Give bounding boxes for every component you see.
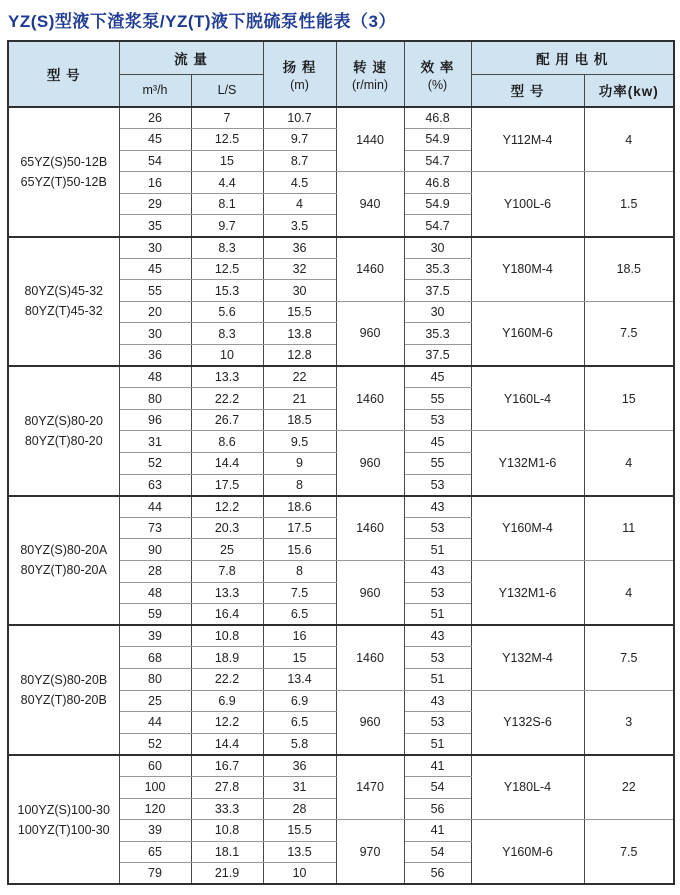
motor-power-cell: 7.5 <box>584 301 674 366</box>
efficiency-cell: 46.8 <box>404 172 471 194</box>
pump-model-name: 80YZ(T)80-20 <box>24 433 103 448</box>
efficiency-cell: 51 <box>404 668 471 690</box>
flow-m3h-cell: 79 <box>119 863 191 885</box>
flow-ls-cell: 10 <box>191 345 263 367</box>
flow-m3h-cell: 36 <box>119 345 191 367</box>
flow-m3h-cell: 31 <box>119 431 191 453</box>
flow-ls-cell: 12.5 <box>191 258 263 280</box>
flow-m3h-cell: 45 <box>119 129 191 151</box>
flow-m3h-cell: 30 <box>119 323 191 345</box>
header-efficiency <box>404 41 471 107</box>
head-cell: 18.6 <box>263 496 336 518</box>
efficiency-cell: 53 <box>404 409 471 431</box>
flow-m3h-cell: 48 <box>119 582 191 604</box>
flow-m3h-cell: 26 <box>119 107 191 129</box>
efficiency-cell: 53 <box>404 474 471 496</box>
head-cell: 13.5 <box>263 841 336 863</box>
motor-model-cell: Y160M-6 <box>471 820 584 885</box>
speed-cell: 970 <box>336 820 404 885</box>
motor-power-cell: 1.5 <box>584 172 674 237</box>
head-cell: 4.5 <box>263 172 336 194</box>
head-cell: 30 <box>263 280 336 302</box>
speed-cell: 960 <box>336 690 404 755</box>
table-row <box>8 496 674 518</box>
efficiency-cell: 37.5 <box>404 280 471 302</box>
flow-ls-cell: 8.3 <box>191 323 263 345</box>
motor-power-cell: 22 <box>584 755 674 820</box>
flow-ls-cell: 12.5 <box>191 129 263 151</box>
flow-ls-cell: 7.8 <box>191 560 263 582</box>
head-cell: 12.8 <box>263 345 336 367</box>
efficiency-cell: 41 <box>404 755 471 777</box>
flow-ls-cell: 17.5 <box>191 474 263 496</box>
head-cell: 9.7 <box>263 129 336 151</box>
pump-model-cell <box>8 237 119 367</box>
flow-ls-cell: 14.4 <box>191 453 263 475</box>
header-head-label: 扬 程 <box>282 60 317 75</box>
head-cell: 4 <box>263 193 336 215</box>
flow-ls-cell: 6.9 <box>191 690 263 712</box>
table-row <box>8 366 674 388</box>
flow-m3h-cell: 20 <box>119 301 191 323</box>
flow-m3h-cell: 39 <box>119 820 191 842</box>
flow-ls-cell: 21.9 <box>191 863 263 885</box>
flow-ls-cell: 26.7 <box>191 409 263 431</box>
flow-ls-cell: 4.4 <box>191 172 263 194</box>
pump-model-name: 80YZ(S)80-20 <box>24 413 103 428</box>
flow-ls-cell: 10.8 <box>191 820 263 842</box>
efficiency-cell: 51 <box>404 539 471 561</box>
motor-model-cell: Y132M-4 <box>471 625 584 690</box>
head-cell: 21 <box>263 388 336 410</box>
pump-model-name: 80YZ(S)45-32 <box>24 284 103 299</box>
flow-m3h-cell: 55 <box>119 280 191 302</box>
table-row <box>8 107 674 129</box>
head-cell: 5.8 <box>263 733 336 755</box>
table-row <box>8 237 674 259</box>
flow-ls-cell: 10.8 <box>191 625 263 647</box>
flow-ls-cell: 8.1 <box>191 193 263 215</box>
head-cell: 9.5 <box>263 431 336 453</box>
motor-model-cell: Y160M-6 <box>471 301 584 366</box>
flow-ls-cell: 22.2 <box>191 668 263 690</box>
head-cell: 18.5 <box>263 409 336 431</box>
pump-model-name: 65YZ(T)50-12B <box>20 174 107 189</box>
efficiency-cell: 56 <box>404 798 471 820</box>
flow-m3h-cell: 60 <box>119 755 191 777</box>
speed-cell: 940 <box>336 172 404 237</box>
flow-ls-cell: 18.1 <box>191 841 263 863</box>
head-cell: 9 <box>263 453 336 475</box>
speed-cell: 1460 <box>336 366 404 431</box>
efficiency-cell: 53 <box>404 582 471 604</box>
efficiency-cell: 43 <box>404 496 471 518</box>
head-cell: 10.7 <box>263 107 336 129</box>
motor-model-cell: Y132M1-6 <box>471 431 584 496</box>
efficiency-cell: 35.3 <box>404 258 471 280</box>
flow-ls-cell: 8.3 <box>191 237 263 259</box>
pump-model-name: 80YZ(T)45-32 <box>24 304 103 319</box>
efficiency-cell: 55 <box>404 453 471 475</box>
speed-cell: 960 <box>336 560 404 625</box>
head-cell: 16 <box>263 625 336 647</box>
head-cell: 8.7 <box>263 150 336 172</box>
head-cell: 36 <box>263 237 336 259</box>
header-motor-model: 型 号 <box>471 74 584 107</box>
efficiency-cell: 41 <box>404 820 471 842</box>
head-cell: 32 <box>263 258 336 280</box>
motor-model-cell: Y180M-4 <box>471 237 584 302</box>
efficiency-cell: 54 <box>404 776 471 798</box>
motor-power-cell: 7.5 <box>584 625 674 690</box>
pump-model-name: 80YZ(S)80-20B <box>20 673 108 688</box>
head-cell: 28 <box>263 798 336 820</box>
efficiency-cell: 43 <box>404 625 471 647</box>
flow-m3h-cell: 52 <box>119 453 191 475</box>
flow-m3h-cell: 16 <box>119 172 191 194</box>
pump-model-cell <box>8 366 119 496</box>
table-header <box>8 41 674 107</box>
head-cell: 10 <box>263 863 336 885</box>
flow-m3h-cell: 48 <box>119 366 191 388</box>
head-cell: 36 <box>263 755 336 777</box>
flow-ls-cell: 5.6 <box>191 301 263 323</box>
header-head-unit: (m) <box>290 78 309 92</box>
head-cell: 22 <box>263 366 336 388</box>
speed-cell: 960 <box>336 431 404 496</box>
pump-model-name: 65YZ(S)50-12B <box>20 154 108 169</box>
motor-model-cell: Y160L-4 <box>471 366 584 431</box>
motor-model-cell: Y180L-4 <box>471 755 584 820</box>
pump-performance-table <box>7 40 675 885</box>
efficiency-cell: 53 <box>404 712 471 734</box>
header-row-1 <box>8 41 674 74</box>
motor-model-cell: Y132M1-6 <box>471 560 584 625</box>
flow-ls-cell: 15 <box>191 150 263 172</box>
flow-ls-cell: 9.7 <box>191 215 263 237</box>
flow-m3h-cell: 45 <box>119 258 191 280</box>
flow-ls-cell: 27.8 <box>191 776 263 798</box>
flow-m3h-cell: 63 <box>119 474 191 496</box>
efficiency-cell: 54.9 <box>404 193 471 215</box>
flow-m3h-cell: 120 <box>119 798 191 820</box>
pump-model-name: 80YZ(S)80-20A <box>20 543 108 558</box>
efficiency-cell: 51 <box>404 733 471 755</box>
header-model: 型 号 <box>8 41 119 107</box>
flow-m3h-cell: 90 <box>119 539 191 561</box>
efficiency-cell: 43 <box>404 690 471 712</box>
efficiency-cell: 53 <box>404 647 471 669</box>
head-cell: 15.6 <box>263 539 336 561</box>
flow-ls-cell: 16.4 <box>191 604 263 626</box>
efficiency-cell: 54.9 <box>404 129 471 151</box>
table-body <box>8 107 674 884</box>
efficiency-cell: 46.8 <box>404 107 471 129</box>
speed-cell: 1470 <box>336 755 404 820</box>
head-cell: 6.5 <box>263 712 336 734</box>
speed-cell: 960 <box>336 301 404 366</box>
flow-m3h-cell: 44 <box>119 712 191 734</box>
flow-ls-cell: 13.3 <box>191 366 263 388</box>
motor-model-cell: Y132S-6 <box>471 690 584 755</box>
flow-m3h-cell: 59 <box>119 604 191 626</box>
flow-m3h-cell: 28 <box>119 560 191 582</box>
header-speed-label: 转 速 <box>353 60 387 75</box>
motor-power-cell: 18.5 <box>584 237 674 302</box>
flow-ls-cell: 33.3 <box>191 798 263 820</box>
head-cell: 3.5 <box>263 215 336 237</box>
head-cell: 6.5 <box>263 604 336 626</box>
table-row <box>8 625 674 647</box>
motor-power-cell: 4 <box>584 431 674 496</box>
flow-m3h-cell: 96 <box>119 409 191 431</box>
efficiency-cell: 53 <box>404 517 471 539</box>
flow-ls-cell: 22.2 <box>191 388 263 410</box>
flow-ls-cell: 16.7 <box>191 755 263 777</box>
head-cell: 13.8 <box>263 323 336 345</box>
flow-ls-cell: 8.6 <box>191 431 263 453</box>
flow-ls-cell: 20.3 <box>191 517 263 539</box>
header-motor-power: 功率(kw) <box>584 74 674 107</box>
flow-ls-cell: 15.3 <box>191 280 263 302</box>
pump-model-name: 100YZ(S)100-30 <box>17 802 110 817</box>
efficiency-cell: 51 <box>404 604 471 626</box>
flow-m3h-cell: 35 <box>119 215 191 237</box>
motor-model-cell: Y112M-4 <box>471 107 584 172</box>
pump-model-cell <box>8 496 119 626</box>
efficiency-cell: 56 <box>404 863 471 885</box>
head-cell: 7.5 <box>263 582 336 604</box>
efficiency-cell: 54.7 <box>404 150 471 172</box>
head-cell: 6.9 <box>263 690 336 712</box>
efficiency-cell: 45 <box>404 431 471 453</box>
flow-ls-cell: 18.9 <box>191 647 263 669</box>
pump-model-cell <box>8 107 119 237</box>
flow-ls-cell: 7 <box>191 107 263 129</box>
head-cell: 15.5 <box>263 820 336 842</box>
head-cell: 15.5 <box>263 301 336 323</box>
efficiency-cell: 30 <box>404 301 471 323</box>
flow-ls-cell: 13.3 <box>191 582 263 604</box>
flow-m3h-cell: 44 <box>119 496 191 518</box>
speed-cell: 1460 <box>336 625 404 690</box>
flow-m3h-cell: 54 <box>119 150 191 172</box>
speed-cell: 1460 <box>336 496 404 561</box>
flow-m3h-cell: 80 <box>119 388 191 410</box>
efficiency-cell: 55 <box>404 388 471 410</box>
header-efficiency-label: 效 率 <box>420 60 455 75</box>
flow-m3h-cell: 65 <box>119 841 191 863</box>
head-cell: 17.5 <box>263 517 336 539</box>
flow-m3h-cell: 80 <box>119 668 191 690</box>
header-flow: 流 量 <box>119 41 263 74</box>
flow-m3h-cell: 68 <box>119 647 191 669</box>
header-motor: 配 用 电 机 <box>471 41 674 74</box>
pump-model-name: 80YZ(T)80-20A <box>20 563 107 578</box>
header-efficiency-unit: (%) <box>427 78 448 92</box>
motor-power-cell: 3 <box>584 690 674 755</box>
flow-ls-cell: 14.4 <box>191 733 263 755</box>
flow-ls-cell: 12.2 <box>191 712 263 734</box>
header-head <box>263 41 336 107</box>
flow-m3h-cell: 25 <box>119 690 191 712</box>
motor-power-cell: 4 <box>584 107 674 172</box>
efficiency-cell: 30 <box>404 237 471 259</box>
flow-ls-cell: 25 <box>191 539 263 561</box>
speed-cell: 1440 <box>336 107 404 172</box>
pump-model-name: 100YZ(T)100-30 <box>17 822 110 837</box>
page-title: YZ(S)型液下渣浆泵/YZ(T)液下脱硫泵性能表（3） <box>8 12 396 31</box>
header-speed <box>336 41 404 107</box>
flow-m3h-cell: 100 <box>119 776 191 798</box>
flow-m3h-cell: 73 <box>119 517 191 539</box>
motor-power-cell: 4 <box>584 560 674 625</box>
pump-model-cell <box>8 625 119 755</box>
head-cell: 15 <box>263 647 336 669</box>
pump-model-cell <box>8 755 119 885</box>
flow-m3h-cell: 39 <box>119 625 191 647</box>
motor-power-cell: 11 <box>584 496 674 561</box>
flow-m3h-cell: 30 <box>119 237 191 259</box>
efficiency-cell: 45 <box>404 366 471 388</box>
efficiency-cell: 43 <box>404 560 471 582</box>
header-flow-ls: L/S <box>191 74 263 107</box>
header-flow-m3h: m³/h <box>119 74 191 107</box>
pump-model-name: 80YZ(T)80-20B <box>20 693 107 708</box>
efficiency-cell: 35.3 <box>404 323 471 345</box>
flow-ls-cell: 12.2 <box>191 496 263 518</box>
efficiency-cell: 54.7 <box>404 215 471 237</box>
motor-model-cell: Y100L-6 <box>471 172 584 237</box>
head-cell: 31 <box>263 776 336 798</box>
flow-m3h-cell: 52 <box>119 733 191 755</box>
motor-power-cell: 15 <box>584 366 674 431</box>
motor-power-cell: 7.5 <box>584 820 674 885</box>
efficiency-cell: 37.5 <box>404 345 471 367</box>
table-row <box>8 755 674 777</box>
speed-cell: 1460 <box>336 237 404 302</box>
head-cell: 13.4 <box>263 668 336 690</box>
head-cell: 8 <box>263 560 336 582</box>
motor-model-cell: Y160M-4 <box>471 496 584 561</box>
head-cell: 8 <box>263 474 336 496</box>
flow-m3h-cell: 29 <box>119 193 191 215</box>
efficiency-cell: 54 <box>404 841 471 863</box>
header-speed-unit: (r/min) <box>351 78 389 92</box>
